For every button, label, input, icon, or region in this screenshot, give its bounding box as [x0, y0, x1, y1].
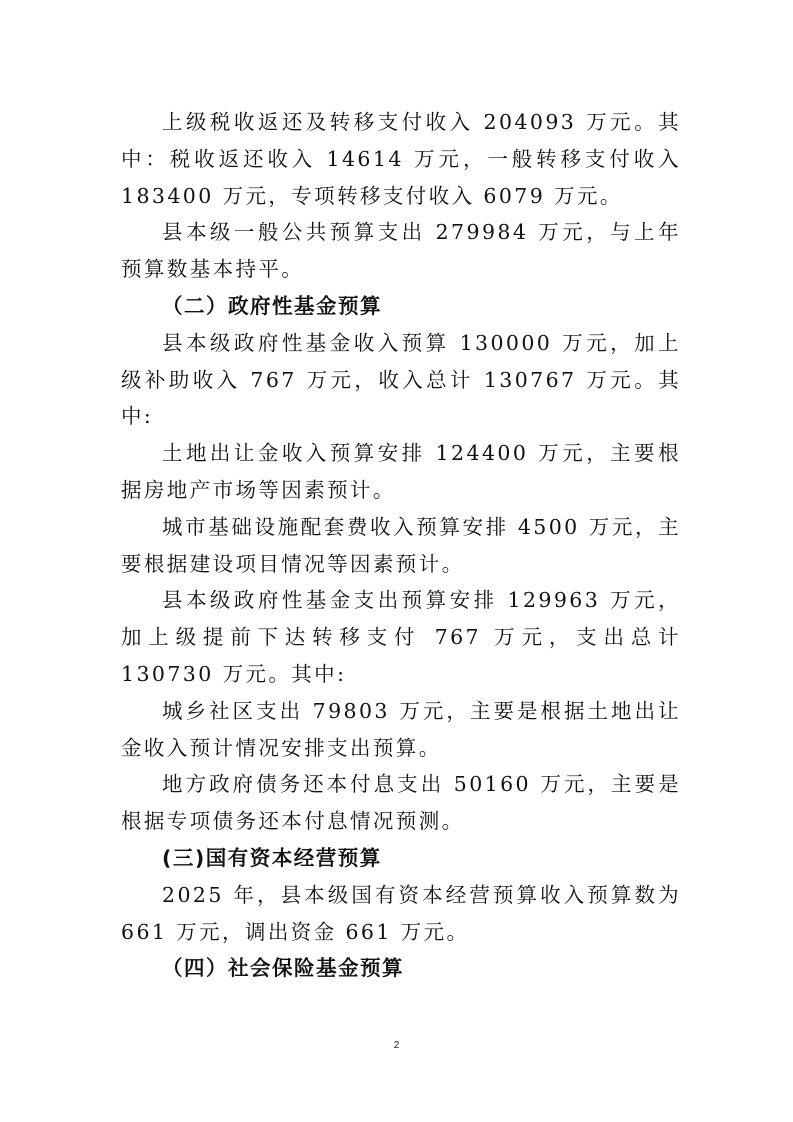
paragraph-fund-expenditure: 县本级政府性基金支出预算安排 129963 万元，加上级提前下达转移支付 767 万元，支出总计 130730 万元。其中:	[121, 588, 681, 686]
paragraph-general-expenditure: 县本级一般公共预算支出 279984 万元，与上年预算数基本持平。	[121, 220, 681, 282]
paragraph-infrastructure-fee: 城市基础设施配套费收入预算安排 4500 万元，主要根据建设项目情况等因素预计。	[121, 514, 681, 576]
page-number: 2	[393, 1040, 400, 1051]
heading-government-fund-budget: （二）政府性基金预算	[162, 293, 382, 318]
paragraph-debt-service: 地方政府债务还本付息支出 50160 万元，主要是根据专项债务还本付息情况预测。	[121, 772, 681, 834]
heading-state-capital-budget: (三)国有资本经营预算	[162, 845, 382, 870]
heading-social-insurance-fund-budget: （四）社会保险基金预算	[162, 956, 404, 981]
paragraph-urban-rural-expenditure: 城乡社区支出 79803 万元，主要是根据土地出让金收入预计情况安排支出预算。	[121, 698, 681, 760]
paragraph-transfer-income: 上级税收返还及转移支付收入 204093 万元。其中：税收返还收入 14614 万元，一般转移支付收入 183400 万元，专项转移支付收入 6079 万元。	[121, 110, 681, 208]
paragraph-state-capital-income: 2025 年，县本级国有资本经营预算收入预算数为 661 万元，调出资金 661 万元。	[121, 882, 681, 944]
document-body	[121, 104, 681, 987]
paragraph-land-transfer-income: 土地出让金收入预算安排 124400 万元，主要根据房地产市场等因素预计。	[121, 441, 681, 502]
paragraph-fund-income: 县本级政府性基金收入预算 130000 万元，加上级补助收入 767 万元，收入总计 130767 万元。其中:	[121, 330, 681, 429]
